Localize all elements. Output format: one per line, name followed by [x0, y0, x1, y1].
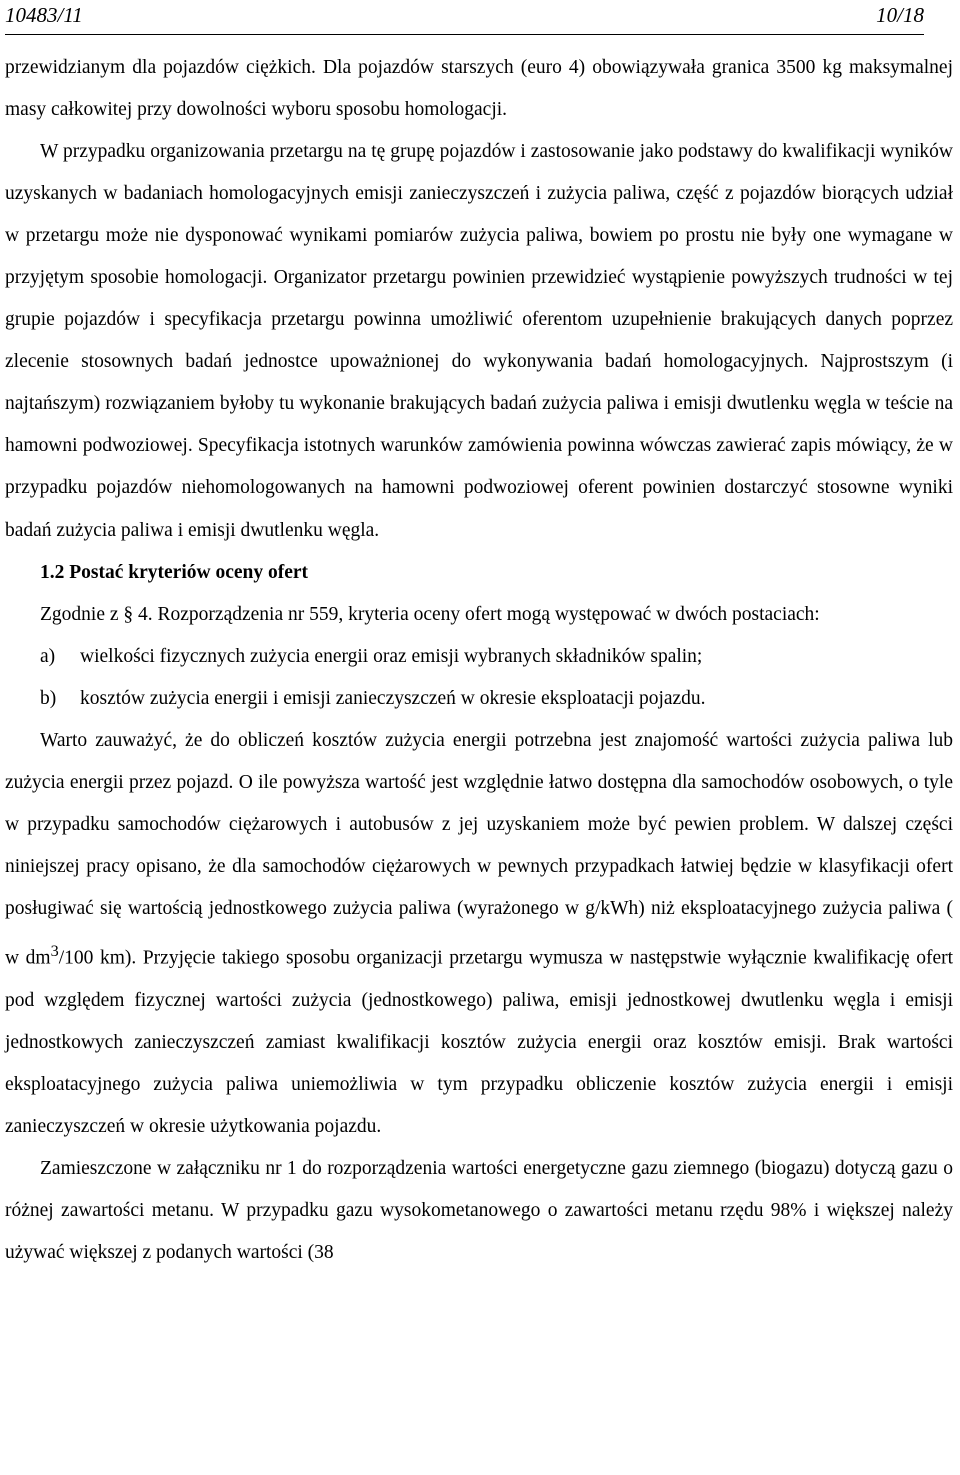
list-marker: b): [40, 687, 57, 709]
paragraph-5: Zamieszczone w załączniku nr 1 do rozporządzenia wartości energetyczne gazu ziemnego (biogazu) dotyczą gazu o różnej zawartości metanu. W przypadku gazu wysokometanowego o zawartości metanu rzędu 98% i większej należy używać większej z podanych wartości (38: [5, 1157, 953, 1263]
paragraph-4-part-1: Warto zauważyć, że do obliczeń kosztów zużycia energii potrzebna jest znajomość wartości zużycia paliwa lub zużycia energii przez pojazd. O ile powyższa wartość jest względnie łatwo dostępna dla samochodów osobowych, o tyle w przypadku samochodów ciężarowych i autobusów z jej uzyskaniem może być pewien problem. W dalszej części niniejszej pracy opisano, że dla samochodów ciężarowych w pewnych przypadkach łatwiej będzie w klasyfikacji ofert posługiwać się wartością jednostkowego zużycia paliwa (wyrażonego w g/kWh) niż eksploatacyjnego zużycia paliwa ( w dm: [5, 729, 953, 969]
page-header: [5, 0, 924, 35]
paragraph-3: Zgodnie z § 4. Rozporządzenia nr 559, kryteria oceny ofert mogą występować w dwóch postaciach:: [40, 603, 820, 625]
paragraph-4: [5, 720, 953, 1148]
list-text: kosztów zużycia energii i emisji zanieczyszczeń w okresie eksploatacji pojazdu.: [80, 687, 706, 709]
list-marker: a): [40, 645, 56, 667]
document-body: [5, 47, 953, 1274]
paragraph-2: W przypadku organizowania przetargu na tę grupę pojazdów i zastosowanie jako podstawy do kwalifikacji wyników uzyskanych w badaniach homologacyjnych emisji zanieczyszczeń i zużycia paliwa, część z pojazdów biorących udział w przetargu może nie dysponować wynikami pomiarów zużycia paliwa, bowiem po prostu nie były one wymagane w przyjętym sposobie homologacji. Organizator przetargu powinien przewidzieć wystąpienie powyższych trudności w tej grupie pojazdów i specyfikacja przetargu powinna umożliwić oferentom uzupełnienie brakujących danych poprzez zlecenie stosownych badań jednostce upoważnionej do wykonywania badań homologacyjnych. Najprostszym (i najtańszym) rozwiązaniem byłoby tu wykonanie brakujących badań zużycia paliwa i emisji dwutlenku węgla w teście na hamowni podwoziowej. Specyfikacja istotnych warunków zamówienia powinna wówczas zawierać zapis mówiący, że w przypadku pojazdów niehomologowanych na hamowni podwoziowej oferent powinien dostarczyć stosowne wyniki badań zużycia paliwa i emisji dwutlenku węgla.: [5, 141, 953, 541]
paragraph-1: przewidzianym dla pojazdów ciężkich. Dla pojazdów starszych (euro 4) obowiązywała granica 3500 kg maksymalnej masy całkowitej przy dowolności wyboru sposobu homologacji.: [5, 57, 953, 121]
document-number: 10483/11: [5, 3, 83, 27]
list-text: wielkości fizycznych zużycia energii oraz emisji wybranych składników spalin;: [80, 645, 703, 667]
superscript-3: 3: [50, 941, 59, 960]
page-number: 10/18: [876, 3, 924, 27]
paragraph-4-part-2: /100 km). Przyjęcie takiego sposobu organizacji przetargu wymusza w następstwie wyłącznie kwalifikację ofert pod względem fizycznej wartości zużycia (jednostkowego) paliwa, emisji jednostkowej dwutlenku węgla i emisji jednostkowych zanieczyszczeń zamiast kwalifikacji kosztów zużycia energii oraz kosztów emisji. Brak wartości eksploatacyjnego zużycia paliwa uniemożliwia w tym przypadku obliczenie kosztów zużycia energii i emisji zanieczyszczeń w okresie użytkowania pojazdu.: [5, 947, 954, 1137]
section-heading: 1.2 Postać kryteriów oceny ofert: [40, 561, 309, 583]
list-item-b: [5, 678, 953, 720]
list-item-a: [5, 636, 953, 678]
